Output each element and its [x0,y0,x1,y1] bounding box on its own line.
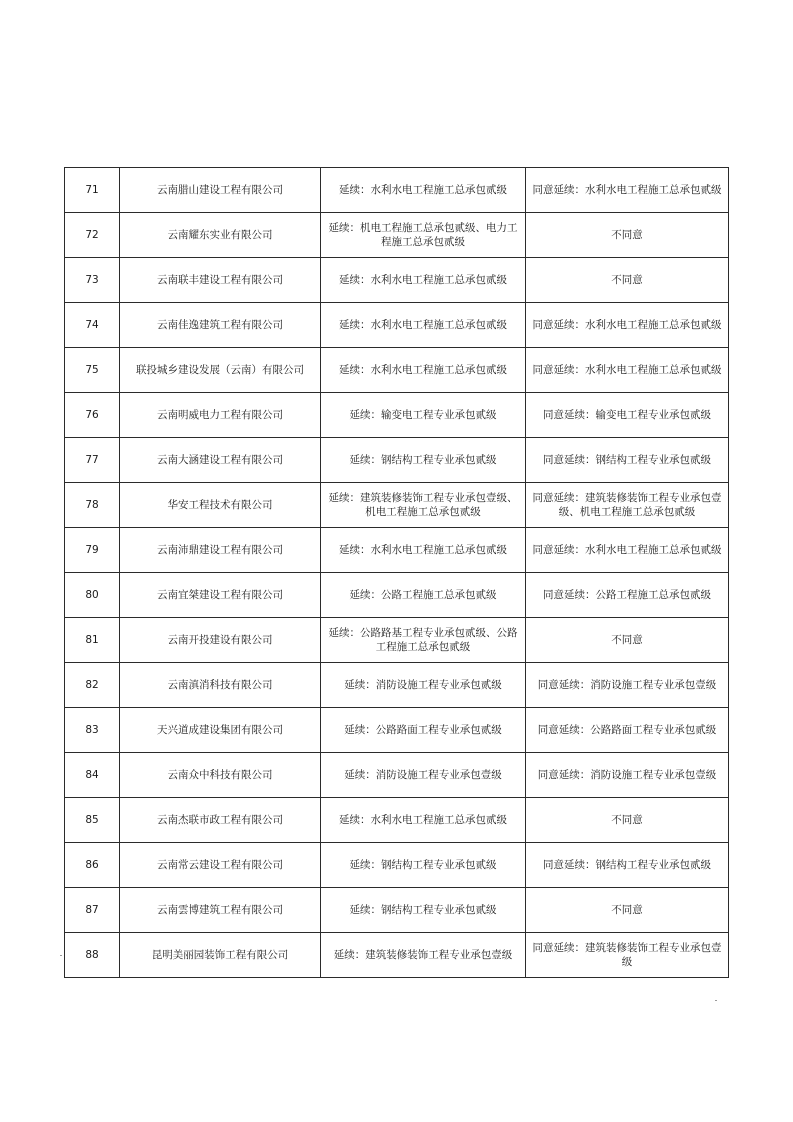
review-opinion-cell: 不同意 [526,798,729,843]
company-name-cell: 云南雲博建筑工程有限公司 [120,888,321,933]
company-name-cell: 云南联丰建设工程有限公司 [120,258,321,303]
application-item-cell: 延续：建筑装修装饰工程专业承包壹级、机电工程施工总承包贰级 [321,483,526,528]
row-number-cell: 84 [65,753,120,798]
table-row [65,663,729,708]
table-row [65,843,729,888]
scan-speck [60,955,62,956]
application-item-cell: 延续：钢结构工程专业承包贰级 [321,438,526,483]
company-name-cell: 云南开投建设有限公司 [120,618,321,663]
table-row [65,933,729,978]
row-number-cell: 86 [65,843,120,888]
row-number-cell: 78 [65,483,120,528]
table-row [65,573,729,618]
review-opinion-cell: 不同意 [526,258,729,303]
company-name-cell: 联投城乡建设发展（云南）有限公司 [120,348,321,393]
row-number-cell: 74 [65,303,120,348]
application-item-cell: 延续：水利水电工程施工总承包贰级 [321,798,526,843]
row-number-cell: 75 [65,348,120,393]
application-item-cell: 延续：水利水电工程施工总承包贰级 [321,303,526,348]
company-name-cell: 云南宜桀建设工程有限公司 [120,573,321,618]
application-item-cell: 延续：公路工程施工总承包贰级 [321,573,526,618]
table-row [65,393,729,438]
company-name-cell: 天兴道成建设集团有限公司 [120,708,321,753]
application-item-cell: 延续：水利水电工程施工总承包贰级 [321,348,526,393]
table-row [65,168,729,213]
review-opinion-cell: 同意延续：钢结构工程专业承包贰级 [526,843,729,888]
review-opinion-cell: 同意延续：水利水电工程施工总承包贰级 [526,348,729,393]
table-row [65,213,729,258]
row-number-cell: 85 [65,798,120,843]
company-name-cell: 华安工程技术有限公司 [120,483,321,528]
application-item-cell: 延续：消防设施工程专业承包贰级 [321,663,526,708]
company-name-cell: 云南滇消科技有限公司 [120,663,321,708]
review-opinion-cell: 同意延续：消防设施工程专业承包壹级 [526,663,729,708]
application-item-cell: 延续：公路路基工程专业承包贰级、公路工程施工总承包贰级 [321,618,526,663]
application-item-cell: 延续：钢结构工程专业承包贰级 [321,888,526,933]
review-opinion-cell: 不同意 [526,888,729,933]
row-number-cell: 88 [65,933,120,978]
table-row [65,708,729,753]
company-name-cell: 昆明美丽园装饰工程有限公司 [120,933,321,978]
application-item-cell: 延续：水利水电工程施工总承包贰级 [321,258,526,303]
review-opinion-cell: 同意延续：公路路面工程专业承包贰级 [526,708,729,753]
review-opinion-cell: 同意延续：消防设施工程专业承包壹级 [526,753,729,798]
review-opinion-cell: 同意延续：水利水电工程施工总承包贰级 [526,303,729,348]
scan-speck [715,1000,717,1001]
row-number-cell: 72 [65,213,120,258]
row-number-cell: 87 [65,888,120,933]
application-item-cell: 延续：输变电工程专业承包贰级 [321,393,526,438]
application-item-cell: 延续：水利水电工程施工总承包贰级 [321,528,526,573]
table-row [65,618,729,663]
row-number-cell: 79 [65,528,120,573]
application-item-cell: 延续：机电工程施工总承包贰级、电力工程施工总承包贰级 [321,213,526,258]
table-row [65,798,729,843]
application-item-cell: 延续：公路路面工程专业承包贰级 [321,708,526,753]
row-number-cell: 76 [65,393,120,438]
company-name-cell: 云南明威电力工程有限公司 [120,393,321,438]
application-item-cell: 延续：钢结构工程专业承包贰级 [321,843,526,888]
company-name-cell: 云南腊山建设工程有限公司 [120,168,321,213]
company-name-cell: 云南大涵建设工程有限公司 [120,438,321,483]
row-number-cell: 81 [65,618,120,663]
table-row [65,888,729,933]
row-number-cell: 82 [65,663,120,708]
company-name-cell: 云南众中科技有限公司 [120,753,321,798]
table-body [65,168,729,978]
row-number-cell: 71 [65,168,120,213]
review-opinion-cell: 同意延续：水利水电工程施工总承包贰级 [526,528,729,573]
review-opinion-cell: 不同意 [526,618,729,663]
company-name-cell: 云南佳逸建筑工程有限公司 [120,303,321,348]
review-opinion-cell: 不同意 [526,213,729,258]
table-row [65,303,729,348]
review-opinion-cell: 同意延续：建筑装修装饰工程专业承包壹级 [526,933,729,978]
table-row [65,348,729,393]
qualification-table [64,167,729,978]
review-opinion-cell: 同意延续：输变电工程专业承包贰级 [526,393,729,438]
row-number-cell: 80 [65,573,120,618]
row-number-cell: 73 [65,258,120,303]
review-opinion-cell: 同意延续：公路工程施工总承包贰级 [526,573,729,618]
company-name-cell: 云南杰联市政工程有限公司 [120,798,321,843]
application-item-cell: 延续：消防设施工程专业承包壹级 [321,753,526,798]
company-name-cell: 云南耀东实业有限公司 [120,213,321,258]
company-name-cell: 云南沛鼎建设工程有限公司 [120,528,321,573]
table-row [65,258,729,303]
table-row [65,753,729,798]
row-number-cell: 77 [65,438,120,483]
row-number-cell: 83 [65,708,120,753]
table-row [65,483,729,528]
review-opinion-cell: 同意延续：钢结构工程专业承包贰级 [526,438,729,483]
application-item-cell: 延续：水利水电工程施工总承包贰级 [321,168,526,213]
company-name-cell: 云南常云建设工程有限公司 [120,843,321,888]
table-row [65,528,729,573]
application-item-cell: 延续：建筑装修装饰工程专业承包壹级 [321,933,526,978]
review-opinion-cell: 同意延续：建筑装修装饰工程专业承包壹级、机电工程施工总承包贰级 [526,483,729,528]
table-row [65,438,729,483]
review-opinion-cell: 同意延续：水利水电工程施工总承包贰级 [526,168,729,213]
